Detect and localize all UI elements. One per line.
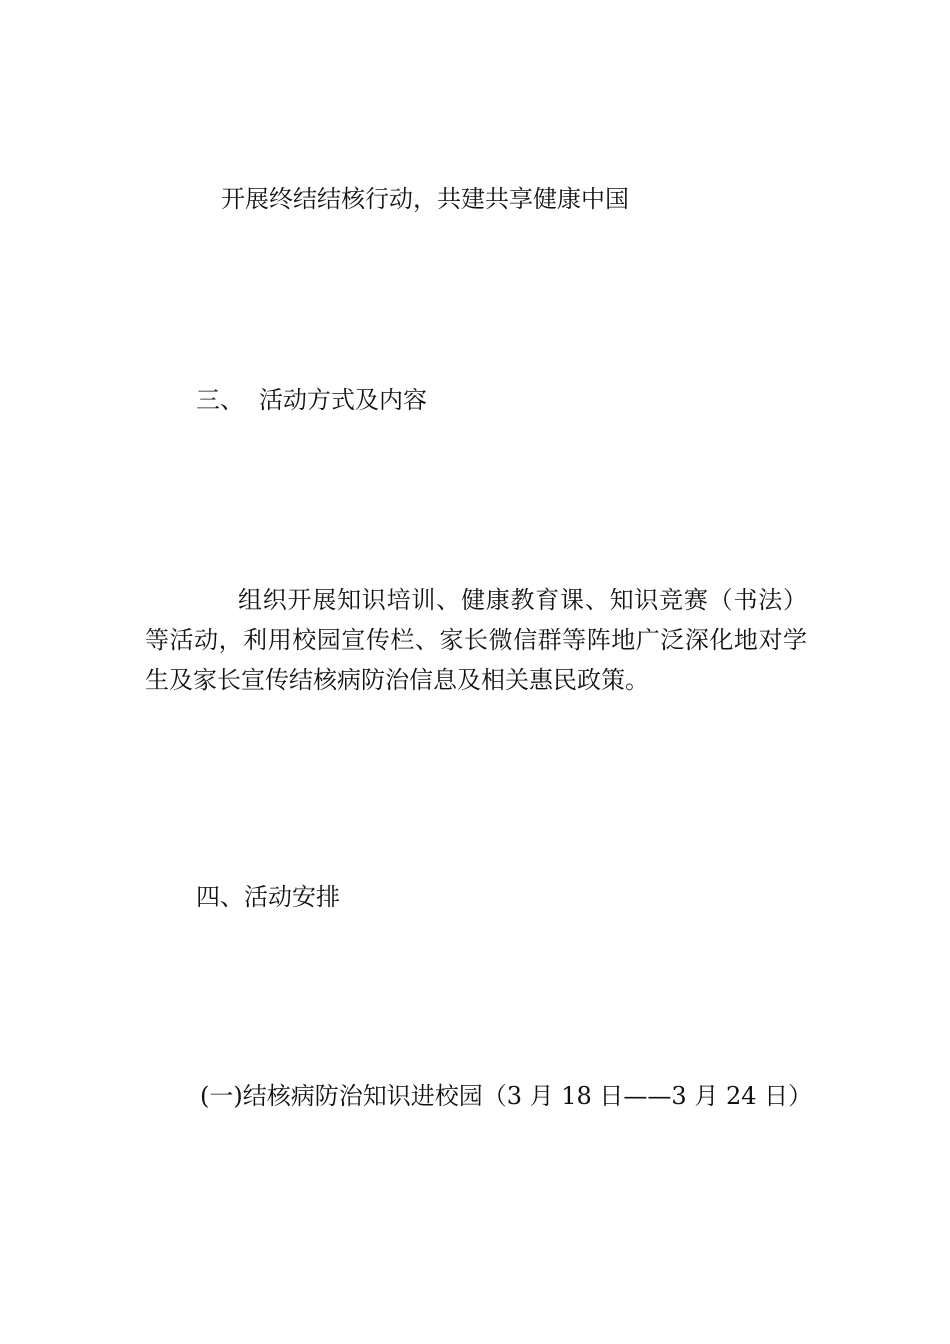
section-3-title: 活动方式及内容 xyxy=(259,386,427,414)
section-3-body: 组织开展知识培训、健康教育课、知识竞赛（书法）等活动，利用校园宣传栏、家长微信群等阵地广泛深化地对学生及家长宣传结核病防治信息及相关惠民政策。 xyxy=(145,586,807,694)
subsection-1-heading: (一)结核病防治知识进校园（3 月 18 日——3 月 24 日） xyxy=(200,1082,813,1110)
theme-line: 开展终结结核行动，共建共享健康中国 xyxy=(221,185,629,213)
section-3-number: 三、 xyxy=(196,386,244,414)
section-4-heading: 四、活动安排 xyxy=(196,883,340,911)
